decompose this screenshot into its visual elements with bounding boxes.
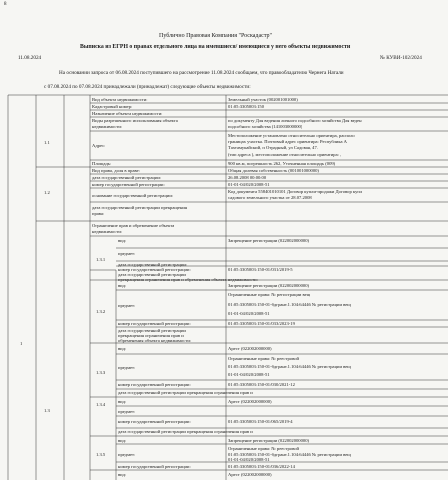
block-number: 1.3.1 xyxy=(96,257,106,262)
field-value: Тахтамукайский, п Отрадный, ул Садовая, 47. xyxy=(228,145,318,150)
field-label: вид: xyxy=(118,399,127,404)
block-number: 1.3.4 xyxy=(96,402,106,407)
field-value: 900 кв.м, погрешность 262, Уточненная площадь (009) xyxy=(228,161,336,166)
section-number-1-2: 1.2 xyxy=(44,190,50,195)
field-value: Запрещение регистрации (022002000000) xyxy=(228,438,310,443)
intro-period: с 07.08.2024 по 07.08.2024 принадлежали (принадлежат) следующие объекты недвижимости: xyxy=(44,84,251,90)
field-label: Площадь: xyxy=(92,161,112,166)
field-label: номер государственной регистрации: xyxy=(92,182,165,187)
field-label: предмет: xyxy=(118,251,136,256)
organization-name: Публично Правовая Компания "Роскадастр" xyxy=(159,33,272,39)
field-label: вид: xyxy=(118,346,127,351)
field-value: 01:05:3305003:150-01-бдгрант.1.104:64446 № регистрации вещ xyxy=(228,364,351,369)
field-value: 01-01-04/020/2008-51 xyxy=(228,457,270,462)
field-value: 01:05:3305003:150-01/030/2021-12 xyxy=(228,382,295,387)
field-label: Вид объекта недвижимости: xyxy=(92,97,148,102)
section-heading: Ограничение прав и обременение объекта xyxy=(92,223,175,228)
document-title: Выписка из ЕГРН о правах отдельного лица на имевшиеся/ имеющиеся у него объекты недвижимости xyxy=(80,44,351,50)
field-label: предмет: xyxy=(118,452,136,457)
field-label: предмет: xyxy=(118,409,136,414)
field-value: 26.08.2008 00:00:00 xyxy=(228,175,267,180)
field-value: 01-01-04/020/2008-51 xyxy=(228,372,270,377)
field-value: Ограниченные права: № реестровой xyxy=(228,356,299,361)
section-heading: недвижимости: xyxy=(92,229,123,234)
field-label: прекращения ограничения прав и xyxy=(118,333,184,338)
field-value: Арест (022002000000) xyxy=(228,346,272,351)
row-index: 1 xyxy=(20,341,23,346)
field-value: садового земельного участка от 28.07.2008 xyxy=(228,195,312,200)
field-label: вид: xyxy=(118,472,127,477)
field-label: номер государственной регистрации: xyxy=(118,321,191,326)
field-label: дата государственной регистрации прекращения xyxy=(92,205,188,210)
field-label: вид: xyxy=(118,438,127,443)
field-label: дата государственной регистрации xyxy=(118,272,186,277)
field-value: 01:05:3305003:150-01-бдгрант.1.104:64446 № регистрации вещ xyxy=(228,452,351,457)
field-label: обременения объекта недвижимости: xyxy=(118,338,192,343)
field-label: права: xyxy=(92,211,105,216)
field-value: 01:05:3305003:150-01/065/2019-4 xyxy=(228,419,293,424)
field-value: 01:05:3305003:150 xyxy=(228,104,264,109)
field-value: Арест (022002000000) xyxy=(228,472,272,477)
section-number-1-3: 1.3 xyxy=(44,408,50,413)
field-label: Адрес: xyxy=(92,143,106,148)
document-number: № КУВИ-102/2024 xyxy=(380,55,422,61)
field-value: границах участка. Почтовый адрес ориентира: Республика А xyxy=(228,139,347,144)
block-number: 1.3.2 xyxy=(96,309,106,314)
field-value: 01:05:3305003:150-01/031/2019-5 xyxy=(228,267,293,272)
field-label: основание государственной регистрации: xyxy=(92,193,174,198)
field-value: 01:05:3305003:150-01/033/2023-19 xyxy=(228,321,295,326)
field-label: дата государственной регистрации: xyxy=(118,262,188,267)
field-value: 01:05:3305003:150-01-бдгрант.1.104:64446 № регистрации вещ xyxy=(228,302,351,307)
field-label: дата государственной регистрации прекращения ограничения прав и xyxy=(118,390,253,395)
field-label: номер государственной регистрации: xyxy=(118,267,191,272)
field-value: Ограниченные права: № регистрации вещ xyxy=(228,292,311,297)
field-label: номер государственной регистрации: xyxy=(118,464,191,469)
section-number-1-1: 1.1 xyxy=(44,140,50,145)
block-number: 1.3.5 xyxy=(96,452,106,457)
field-label: номер государственной регистрации: xyxy=(118,382,191,387)
field-value: Общая долевая собственность (001001000000) xyxy=(228,168,319,173)
field-label: Назначение объекта недвижимости: xyxy=(92,111,163,116)
field-label: прекращения ограничения прав и обременения объекта недвижимости: xyxy=(118,277,258,282)
field-value: 01-01-04/020/2008-51 xyxy=(228,182,270,187)
field-value: (тип адреса ), местоположение относительно ориентира: , xyxy=(228,152,342,157)
field-label: Кадастровый номер: xyxy=(92,104,133,109)
field-value: Код документа 558401010101 Договор купли-продажи Договор купл xyxy=(228,189,363,194)
field-value: Запрещение регистрации (022002000000) xyxy=(228,283,310,288)
top-code: 8 xyxy=(4,2,7,7)
intro-text: На основании запроса от 06.08.2024 поступившего на рассмотрение 11.08.2024 сообщаем, что правообладателю Чернега Натали xyxy=(59,70,344,76)
field-label: дата государственной регистрации прекращения ограничения прав и xyxy=(118,429,253,434)
field-label: вид: xyxy=(118,238,127,243)
block-number: 1.3.3 xyxy=(96,370,106,375)
document-date: 11.08.2024 xyxy=(18,55,42,61)
field-label: дата государственной регистрации: xyxy=(92,175,162,180)
field-label: предмет: xyxy=(118,365,136,370)
field-label: недвижимости: xyxy=(92,124,123,129)
field-value: 01:05:3305003:150-01/036/2022-14 xyxy=(228,464,295,469)
field-label: Виды разрешенного использования объекта xyxy=(92,118,178,123)
field-value: Земельный участок (002001001000) xyxy=(228,97,298,102)
field-label: Вид права, доля в праве: xyxy=(92,168,140,173)
field-label: предмет: xyxy=(118,303,136,308)
field-label: номер государственной регистрации: xyxy=(118,419,191,424)
field-value: 01-01-04/020/2008-51 xyxy=(228,311,270,316)
field-value: подсобного хозяйства (141003000000) xyxy=(228,124,303,129)
field-value: Местоположение установлено относительно ориентира, располо xyxy=(228,133,355,138)
field-value: Запрещение регистрации (022002000000) xyxy=(228,238,310,243)
field-label: вид: xyxy=(118,283,127,288)
field-value: по документу Для ведения личного подсобного хозяйства Для веден xyxy=(228,118,362,123)
field-label: дата государственной регистрации xyxy=(118,328,186,333)
field-value: Арест (022002000000) xyxy=(228,399,272,404)
field-value: Ограниченные права: № реестровой xyxy=(228,446,299,451)
